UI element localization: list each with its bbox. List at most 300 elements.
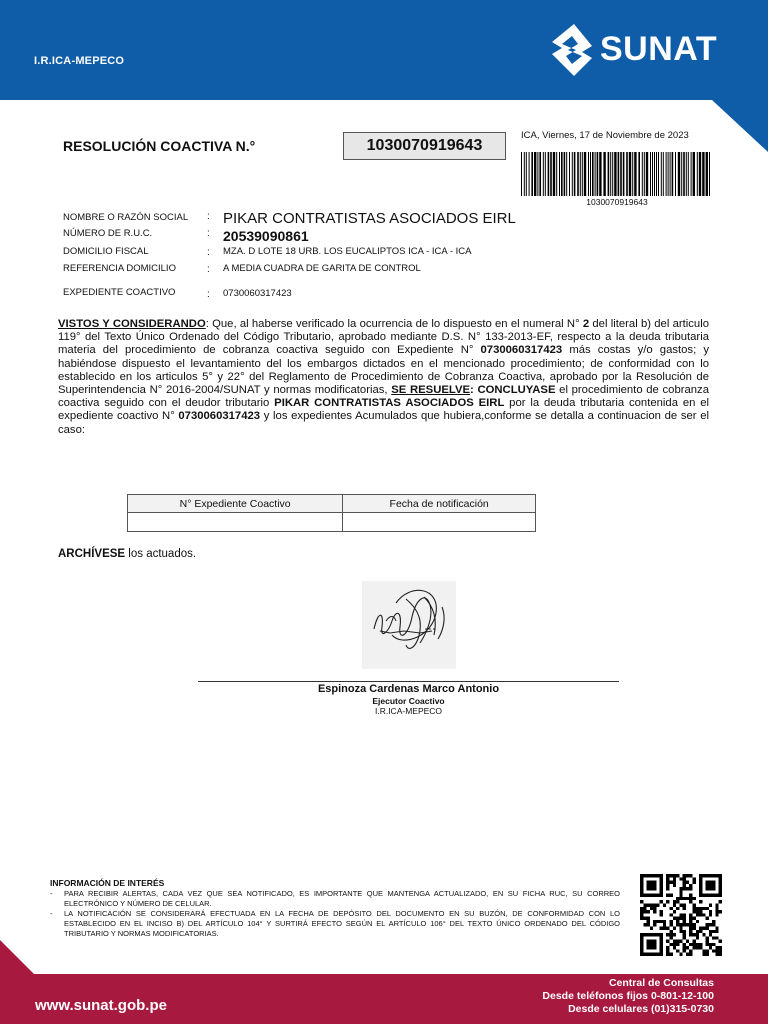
resolution-title: RESOLUCIÓN COACTIVA N.° [63, 138, 256, 154]
qr-module [656, 920, 659, 923]
qr-module [653, 923, 656, 926]
header-corner [712, 100, 768, 152]
qr-module [715, 907, 718, 910]
qr-module [699, 884, 702, 887]
qr-module [683, 881, 686, 884]
qr-module [712, 949, 715, 952]
qr-module [706, 953, 709, 956]
qr-module [650, 953, 653, 956]
qr-module [666, 887, 669, 890]
qr-module [692, 907, 695, 910]
qr-module [683, 897, 686, 900]
qr-module [670, 953, 673, 956]
qr-module [673, 881, 676, 884]
barcode-bar [638, 152, 640, 196]
field-label-address: DOMICILIO FISCAL [63, 246, 149, 257]
qr-module [712, 884, 715, 887]
qr-module [653, 933, 656, 936]
barcode-bar [623, 152, 625, 196]
qr-module [686, 874, 689, 877]
barcode-bar [693, 152, 695, 196]
qr-module [640, 907, 643, 910]
qr-module [670, 913, 673, 916]
barcode-bar [644, 152, 645, 196]
qr-module [656, 894, 659, 897]
qr-module [719, 874, 722, 877]
qr-module [650, 907, 653, 910]
barcode-bar [556, 152, 557, 196]
table-header-date: Fecha de notificación [343, 495, 536, 513]
qr-module [660, 920, 663, 923]
barcode-bar [524, 152, 525, 196]
qr-module [643, 917, 646, 920]
barcode-bar [709, 152, 710, 196]
qr-module [699, 930, 702, 933]
qr-module [676, 923, 679, 926]
barcode-bar [612, 152, 613, 196]
header-band [0, 0, 768, 100]
barcode-bar [592, 152, 594, 196]
qr-module [692, 926, 695, 929]
qr-module [650, 904, 653, 907]
qr-module [683, 884, 686, 887]
table-header-row [128, 495, 536, 513]
resolution-body [58, 318, 709, 437]
qr-module [699, 881, 702, 884]
qr-module [653, 943, 656, 946]
barcode-bar [614, 152, 616, 196]
qr-module [660, 877, 663, 880]
barcode-bar [603, 152, 605, 196]
qr-module [643, 910, 646, 913]
list-dash: - [50, 889, 53, 898]
qr-module [706, 884, 709, 887]
qr-module [653, 881, 656, 884]
qr-module [640, 884, 643, 887]
qr-module [679, 953, 682, 956]
qr-module [686, 897, 689, 900]
barcode-bar [521, 152, 522, 196]
qr-module [683, 930, 686, 933]
field-label-name: NOMBRE O RAZÓN SOCIAL [63, 212, 189, 223]
qr-module [683, 943, 686, 946]
qr-module [689, 884, 692, 887]
qr-module [689, 917, 692, 920]
qr-module [719, 890, 722, 893]
field-colon: : [207, 211, 210, 222]
qr-module [686, 946, 689, 949]
field-colon: : [207, 264, 210, 275]
field-value-ruc: 20539090861 [223, 228, 309, 244]
qr-module [670, 894, 673, 897]
qr-module [683, 923, 686, 926]
qr-module [650, 884, 653, 887]
qr-module [689, 933, 692, 936]
qr-module [660, 943, 663, 946]
qr-module [656, 874, 659, 877]
qr-module [709, 923, 712, 926]
qr-module [712, 894, 715, 897]
qr-module [647, 910, 650, 913]
qr-module [660, 913, 663, 916]
qr-module [640, 917, 643, 920]
barcode [521, 152, 713, 196]
sunat-logo-icon [548, 22, 596, 78]
barcode-bar [588, 152, 589, 196]
qr-module [670, 933, 673, 936]
qr-module [692, 904, 695, 907]
qr-module [683, 887, 686, 890]
barcode-bar [675, 152, 676, 196]
barcode-bar [629, 152, 631, 196]
qr-module [656, 953, 659, 956]
qr-module [647, 881, 650, 884]
qr-module [692, 910, 695, 913]
qr-module [676, 900, 679, 903]
barcode-bar [548, 152, 550, 196]
consult-info [542, 977, 714, 1016]
qr-module [706, 894, 709, 897]
barcode-bar [584, 152, 586, 196]
qr-module [650, 933, 653, 936]
qr-module [640, 933, 643, 936]
barcode-bar [550, 152, 552, 196]
qr-module [670, 923, 673, 926]
qr-module [647, 894, 650, 897]
qr-module [650, 887, 653, 890]
qr-module [670, 920, 673, 923]
qr-module [660, 949, 663, 952]
qr-module [673, 943, 676, 946]
field-colon: : [207, 247, 210, 258]
qr-module [647, 920, 650, 923]
qr-module [706, 943, 709, 946]
qr-module [660, 887, 663, 890]
qr-module [689, 923, 692, 926]
qr-module [650, 894, 653, 897]
qr-module [670, 936, 673, 939]
qr-module [647, 904, 650, 907]
qr-module [709, 930, 712, 933]
barcode-bar [582, 152, 583, 196]
qr-module [689, 920, 692, 923]
barcode-bar [683, 152, 685, 196]
barcode-bar [706, 152, 708, 196]
qr-module [666, 881, 669, 884]
qr-module [640, 894, 643, 897]
field-value-reference: A MEDIA CUADRA DE GARITA DE CONTROL [223, 263, 421, 274]
barcode-bar [590, 152, 591, 196]
qr-module [666, 877, 669, 880]
qr-module [689, 900, 692, 903]
qr-module [683, 874, 686, 877]
qr-module [647, 933, 650, 936]
qr-module [702, 907, 705, 910]
qr-module [643, 953, 646, 956]
qr-module [676, 897, 679, 900]
qr-module [656, 933, 659, 936]
qr-module [676, 874, 679, 877]
qr-module [643, 923, 646, 926]
qr-module [689, 930, 692, 933]
qr-module [666, 894, 669, 897]
barcode-number: 1030070919643 [586, 197, 648, 207]
qr-module [702, 926, 705, 929]
qr-module [706, 881, 709, 884]
qr-module [666, 949, 669, 952]
qr-module [660, 874, 663, 877]
qr-module [709, 881, 712, 884]
qr-module [696, 933, 699, 936]
qr-module [692, 940, 695, 943]
table-header-file: N° Expediente Coactivo [128, 495, 343, 513]
field-value-file: 0730060317423 [223, 288, 292, 299]
barcode-bar [656, 152, 657, 196]
qr-module [699, 910, 702, 913]
qr-module [673, 933, 676, 936]
qr-module [712, 936, 715, 939]
qr-module [702, 933, 705, 936]
qr-module [673, 940, 676, 943]
qr-module [712, 930, 715, 933]
qr-module [653, 920, 656, 923]
qr-module [647, 887, 650, 890]
qr-module [699, 907, 702, 910]
qr-module [719, 894, 722, 897]
qr-module [650, 874, 653, 877]
qr-module [666, 884, 669, 887]
qr-module [640, 940, 643, 943]
qr-module [706, 936, 709, 939]
qr-module [660, 894, 663, 897]
qr-module [640, 881, 643, 884]
qr-module [715, 926, 718, 929]
field-label-file: EXPEDIENTE COACTIVO [63, 287, 176, 298]
qr-module [709, 874, 712, 877]
qr-module [702, 874, 705, 877]
field-colon: : [207, 228, 210, 239]
qr-module [679, 877, 682, 880]
barcode-bar [652, 152, 653, 196]
qr-module [666, 940, 669, 943]
qr-module [706, 940, 709, 943]
qr-module [663, 923, 666, 926]
qr-module [683, 917, 686, 920]
barcode-bar [691, 152, 692, 196]
qr-module [696, 930, 699, 933]
signature-line [198, 681, 619, 682]
qr-module [692, 877, 695, 880]
qr-module [699, 943, 702, 946]
qr-module [712, 874, 715, 877]
qr-module [696, 946, 699, 949]
qr-module [640, 887, 643, 890]
qr-module [647, 946, 650, 949]
barcode-bar [642, 152, 643, 196]
qr-module [712, 887, 715, 890]
files-table [127, 494, 536, 532]
qr-module [692, 943, 695, 946]
qr-module [653, 953, 656, 956]
barcode-bar [666, 152, 667, 196]
vistos-heading: VISTOS Y CONSIDERANDO [58, 318, 206, 330]
qr-module [673, 910, 676, 913]
qr-module [696, 920, 699, 923]
body-text-5: por la deuda tributaria contenida en el expediente coactivo N° [58, 397, 710, 423]
qr-module [683, 907, 686, 910]
field-label-ruc: NÚMERO DE R.U.C. [63, 228, 153, 239]
qr-module [719, 940, 722, 943]
qr-module [640, 874, 643, 877]
qr-module [660, 940, 663, 943]
barcode-bar [697, 152, 698, 196]
qr-module [689, 913, 692, 916]
barcode-bar [561, 152, 563, 196]
qr-module [660, 910, 663, 913]
qr-module [715, 946, 718, 949]
qr-module [670, 881, 673, 884]
qr-module [715, 936, 718, 939]
signature-scribble [362, 581, 456, 669]
qr-module [683, 946, 686, 949]
office-name: I.R.ICA-MEPECO [34, 55, 125, 67]
barcode-bar [618, 152, 620, 196]
qr-module [679, 923, 682, 926]
body-numeral: 2 [582, 318, 590, 330]
qr-module [673, 874, 676, 877]
qr-module [676, 943, 679, 946]
qr-module [689, 874, 692, 877]
qr-module [673, 877, 676, 880]
qr-module [660, 926, 663, 929]
barcode-bar [699, 152, 701, 196]
qr-module [653, 910, 656, 913]
qr-module [689, 894, 692, 897]
barcode-bar [595, 152, 596, 196]
qr-module [640, 913, 643, 916]
barcode-bar [634, 152, 636, 196]
qr-module [647, 874, 650, 877]
qr-module [679, 940, 682, 943]
qr-module [706, 949, 709, 952]
qr-module [712, 943, 715, 946]
qr-module [709, 887, 712, 890]
info-item-1: PARA RECIBIR ALERTAS, CADA VEZ QUE SEA NOTIFICADO, ES IMPORTANTE QUE MANTENGA ACTUALIZADO, EN SU FICHA RUC, SU CORREO ELECTRÓNICO Y NÚMERO DE CELULAR. [64, 889, 620, 908]
qr-module [673, 884, 676, 887]
qr-module [696, 913, 699, 916]
table-cell [343, 513, 536, 532]
qr-module [640, 946, 643, 949]
qr-module [640, 890, 643, 893]
qr-module [686, 887, 689, 890]
barcode-bar [545, 152, 546, 196]
info-item-2: LA NOTIFICACIÓN SE CONSIDERARÁ EFECTUADA EN LA FECHA DE DEPÓSITO DEL DOCUMENTO EN SU BUZÓN, DE CONFORMIDAD CON LO ESTABLECIDO EN EL INCISO B) DEL ARTÍCULO 104° Y SURTIRÁ EFECTO SEGÚN EL ARTÍCULO 106° DEL TEXTO ÚNICO ORDENADO DEL CÓDIGO TRIBUTARIO Y NORMAS MODIFICATORIAS. [64, 909, 620, 938]
qr-module [673, 904, 676, 907]
list-item [50, 909, 620, 939]
qr-module [699, 946, 702, 949]
table-row [128, 513, 536, 532]
qr-module [706, 917, 709, 920]
qr-module [683, 877, 686, 880]
qr-module [699, 926, 702, 929]
qr-module [702, 913, 705, 916]
list-item [50, 889, 620, 909]
qr-module [653, 887, 656, 890]
qr-module [702, 949, 705, 952]
qr-module [656, 904, 659, 907]
qr-module [706, 907, 709, 910]
field-colon: : [207, 289, 210, 300]
qr-module [706, 926, 709, 929]
barcode-bar [610, 152, 611, 196]
qr-module [699, 900, 702, 903]
qr-module [719, 900, 722, 903]
barcode-bar [577, 152, 579, 196]
body-text-4: el procedimiento de cobranza coactiva seguido con el deudor tributario [58, 384, 709, 410]
qr-module [663, 926, 666, 929]
qr-module [683, 936, 686, 939]
qr-module [715, 913, 718, 916]
qr-module [686, 923, 689, 926]
consult-mobile: Desde celulares (01)315-0730 [568, 1003, 714, 1015]
qr-code[interactable] [637, 874, 725, 956]
barcode-bar [564, 152, 566, 196]
qr-module [715, 953, 718, 956]
issue-date: ICA, Viernes, 17 de Noviembre de 2023 [521, 130, 689, 141]
barcode-bar [529, 152, 530, 196]
website-link[interactable]: www.sunat.gob.pe [35, 997, 167, 1014]
barcode-bar [608, 152, 610, 196]
qr-module [692, 946, 695, 949]
qr-module [679, 904, 682, 907]
barcode-bar [658, 152, 659, 196]
qr-module [640, 900, 643, 903]
qr-module [660, 884, 663, 887]
barcode-bar [543, 152, 544, 196]
qr-module [712, 920, 715, 923]
signer-role: Ejecutor Coactivo [372, 696, 445, 706]
body-file-number-2: 0730060317423 [178, 410, 261, 423]
resolution-number: 1030070919643 [343, 132, 506, 160]
qr-module [696, 936, 699, 939]
barcode-bar [670, 152, 671, 196]
table-cell [128, 513, 343, 532]
qr-module [643, 907, 646, 910]
qr-module [696, 910, 699, 913]
qr-module [696, 943, 699, 946]
qr-module [679, 926, 682, 929]
field-value-address: MZA. D LOTE 18 URB. LOS EUCALIPTOS ICA - ICA - ICA [223, 246, 472, 257]
qr-module [706, 923, 709, 926]
qr-module [709, 884, 712, 887]
qr-module [640, 936, 643, 939]
barcode-bar [553, 152, 555, 196]
qr-module [676, 907, 679, 910]
list-dash: - [50, 909, 53, 918]
barcode-bar [668, 152, 669, 196]
body-debtor-name: PIKAR CONTRATISTAS ASOCIADOS EIRL [274, 397, 505, 410]
qr-module [699, 874, 702, 877]
qr-module [676, 917, 679, 920]
barcode-bar [566, 152, 567, 196]
qr-module [702, 953, 705, 956]
qr-module [719, 877, 722, 880]
qr-module [683, 913, 686, 916]
archive-line [58, 548, 196, 560]
qr-module [679, 887, 682, 890]
field-value-name: PIKAR CONTRATISTAS ASOCIADOS EIRL [223, 210, 516, 227]
qr-module [696, 907, 699, 910]
